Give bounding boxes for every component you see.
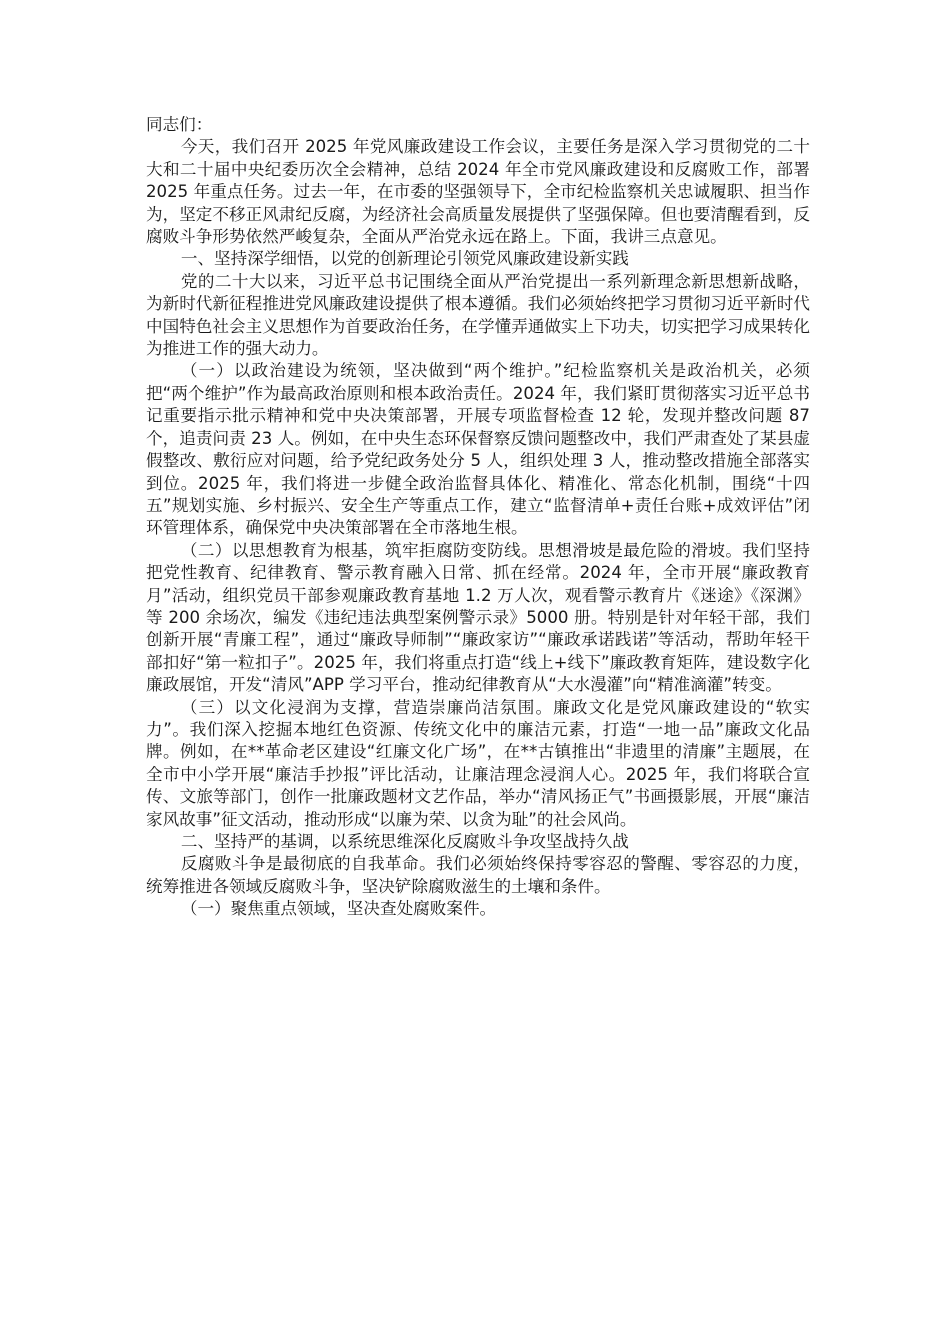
- paragraph-section-1-item-2: （二）以思想教育为根基，筑牢拒腐防变防线。思想滑坡是最危险的滑坡。我们坚持把党性教育、纪律教育、警示教育融入日常、抓在经常。2024 年，全市开展“廉政教育月”活动，组织党员干部参观廉政教育基地 1.2 万人次，观看警示教育片《迷途》《深渊》等 200 余场次，编发《违纪违法典型案例警示录》5000 册。特别是针对年轻干部，我们创新开展“青廉工程”，通过“廉政导师制”“廉政家访”“廉政承诺践诺”等活动，帮助年轻干部扣好“第一粒扣子”。2025 年，我们将重点打造“线上+线下”廉政教育矩阵，建设数字化廉政展馆，开发“清风”APP 学习平台，推动纪律教育从“大水漫灌”向“精准滴灌”转变。: [146, 540, 810, 695]
- paragraph-section-1-item-1: （一）以政治建设为统领，坚决做到“两个维护。”纪检监察机关是政治机关，必须把“两个维护”作为最高政治原则和根本政治责任。2024 年，我们紧盯贯彻落实习近平总书记重要指示批示精神和党中央决策部署，开展专项监督检查 12 轮，发现并整改问题 87 个，追责问责 23 人。例如，在中央生态环保督察反馈问题整改中，我们严肃查处了某县虚假整改、敷衍应对问题，给予党纪政务处分 5 人，组织处理 3 人，推动整改措施全部落实到位。2025 年，我们将进一步健全政治监督具体化、精准化、常态化机制，围绕“十四五”规划实施、乡村振兴、安全生产等重点工作，建立“监督清单+责任台账+成效评估”闭环管理体系，确保党中央决策部署在全市落地生根。: [146, 361, 810, 538]
- paragraph-section-1-intro: 党的二十大以来，习近平总书记围绕全面从严治党提出一系列新理念新思想新战略，为新时代新征程推进党风廉政建设提供了根本遵循。我们必须始终把学习贯彻习近平新时代中国特色社会主义思想作为首要政治任务，在学懂弄通做实上下功夫，切实把学习成果转化为推进工作的强大动力。: [146, 271, 810, 359]
- salutation: 同志们：: [146, 115, 213, 134]
- section-heading-2: 二、坚持严的基调，以系统思维深化反腐败斗争攻坚战持久战: [180, 832, 629, 851]
- section-heading-1: 一、坚持深学细悟，以党的创新理论引领党风廉政建设新实践: [180, 249, 629, 269]
- document-body: [146, 114, 810, 921]
- paragraph-intro: 今天，我们召开 2025 年党风廉政建设工作会议，主要任务是深入学习贯彻党的二十大和二十届中央纪委历次全会精神，总结 2024 年全市党风廉政建设和反腐败工作，部署 2025 年重点任务。过去一年，在市委的坚强领导下，全市纪检监察机关忠诚履职、担当作为，坚定不移正风肃纪反腐，为经济社会高质量发展提供了坚强保障。但也要清醒看到，反腐败斗争形势依然严峻复杂，全面从严治党永远在路上。下面，我讲三点意见。: [146, 137, 810, 247]
- paragraph-section-2-intro: 反腐败斗争是最彻底的自我革命。我们必须始终保持零容忍的警醒、零容忍的力度，统筹推进各领域反腐败斗争，坚决铲除腐败滋生的土壤和条件。: [146, 854, 810, 896]
- paragraph-section-1-item-3: （三）以文化浸润为支撑，营造崇廉尚洁氛围。廉政文化是党风廉政建设的“软实力”。我们深入挖掘本地红色资源、传统文化中的廉洁元素，打造“一地一品”廉政文化品牌。例如，在**革命老区建设“红廉文化广场”，在**古镇推出“非遗里的清廉”主题展，在全市中小学开展“廉洁手抄报”评比活动，让廉洁理念浸润人心。2025 年，我们将联合宣传、文旅等部门，创作一批廉政题材文艺作品，举办“清风扬正气”书画摄影展，开展“廉洁家风故事”征文活动，推动形成“以廉为荣、以贪为耻”的社会风尚。: [146, 697, 810, 829]
- paragraph-section-2-item-1: （一）聚焦重点领域，坚决查处腐败案件。: [180, 899, 497, 919]
